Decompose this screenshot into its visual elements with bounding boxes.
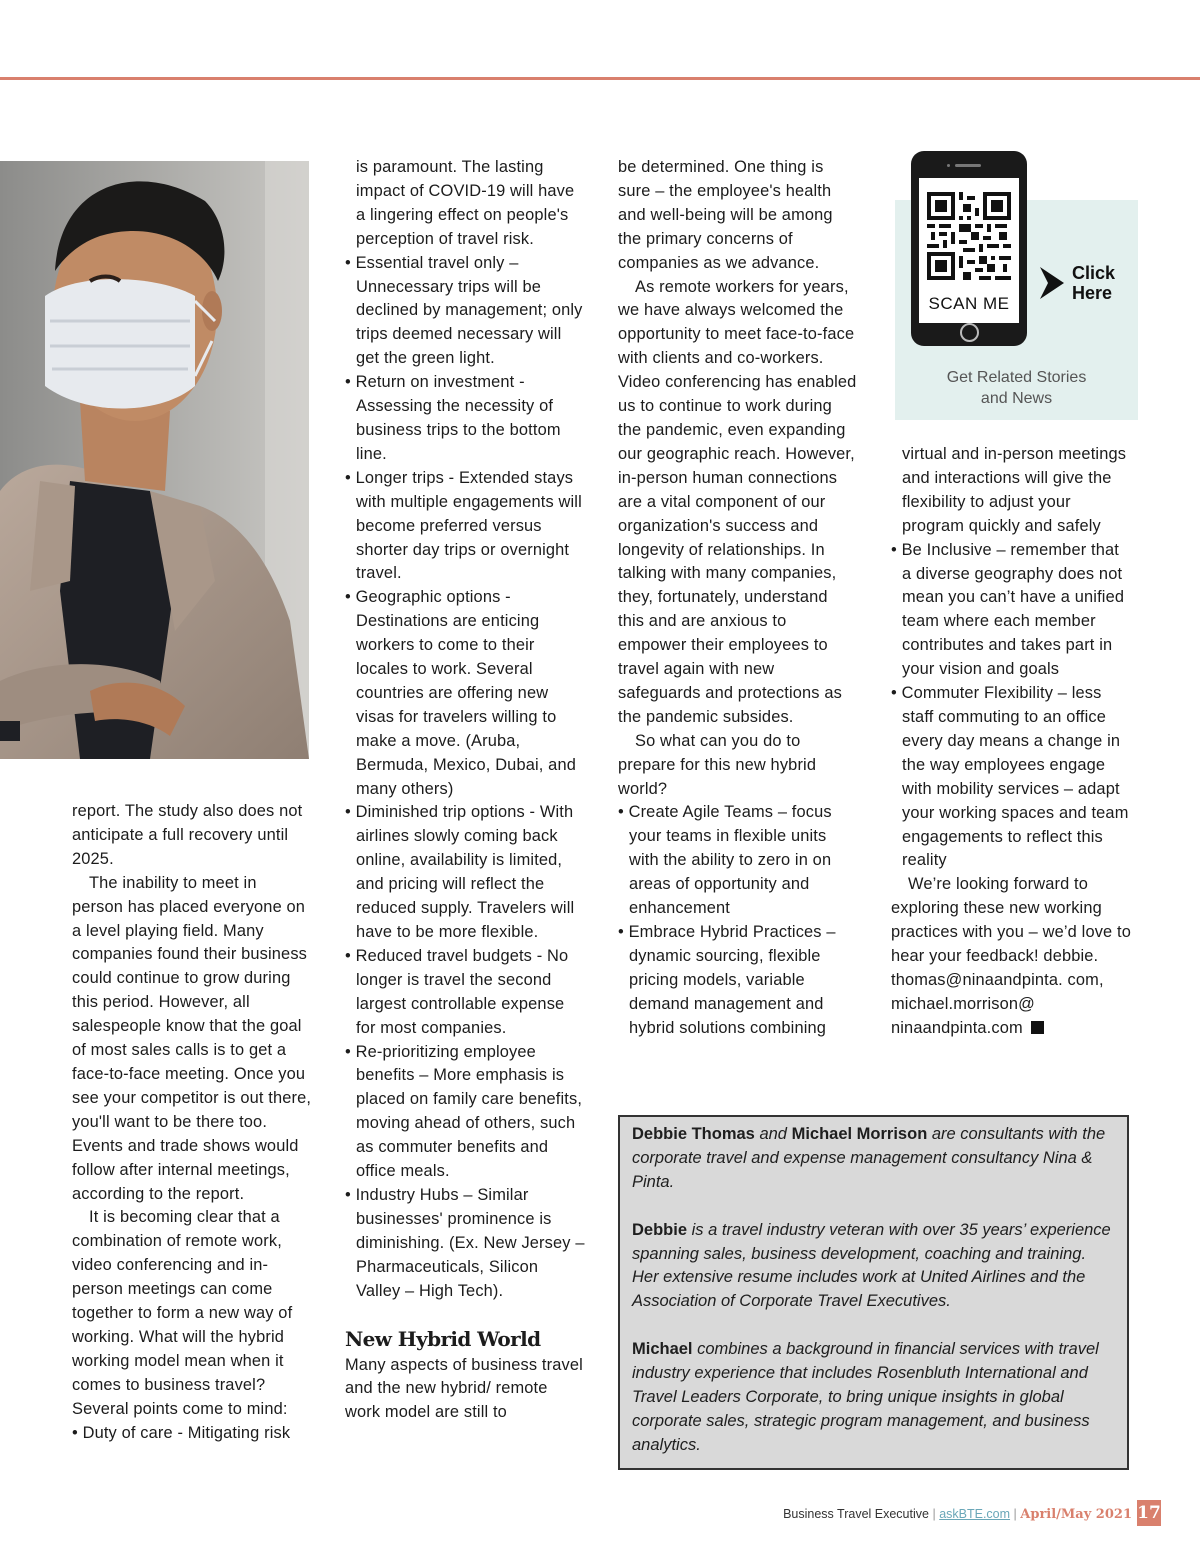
arrow-right-icon bbox=[1038, 265, 1066, 301]
bullet-item: • Duty of care - Mitigating risk bbox=[72, 1423, 291, 1442]
bullet-item: • Longer trips - Extended stays with multiple engagements will become preferred versus shorter day trips or overnight travel. bbox=[345, 468, 582, 583]
masked-businessman-photo bbox=[0, 161, 309, 759]
bio-intro-text: are consultants with the corporate travel and expense management consultancy Nina & Pinta. bbox=[632, 1125, 1106, 1191]
page-number: 17 bbox=[1137, 1500, 1161, 1526]
related-line-2: and News bbox=[980, 390, 1053, 407]
footer-separator: | bbox=[932, 1507, 936, 1521]
bio-intro bbox=[632, 1123, 1115, 1195]
paragraph: So what can you do to prepare for this new hybrid world? bbox=[618, 731, 817, 798]
author-first-name: Debbie bbox=[632, 1220, 688, 1239]
related-line-1: Get Related Stories bbox=[946, 369, 1087, 386]
article-column-1 bbox=[72, 800, 312, 1445]
phone-qr-graphic[interactable] bbox=[911, 151, 1027, 346]
article-column-3 bbox=[618, 156, 858, 1041]
bio-debbie bbox=[632, 1219, 1115, 1315]
bio-michael-text: combines a background in financial services with travel industry experience that includes Rosenbluth International and Travel Leaders Corporate, to bring unique insights in global corporate sales, strategic program management, and business analytics. bbox=[632, 1340, 1099, 1454]
footer-separator: | bbox=[1013, 1507, 1017, 1521]
bullet-item: • Reduced travel budgets - No longer is travel the second largest controllable expense for most companies. bbox=[345, 946, 569, 1037]
scan-me-label: SCAN ME bbox=[928, 294, 1010, 313]
paragraph: be determined. One thing is sure – the employee's health and well-being will be among the primary concerns of companies as we advance. bbox=[618, 158, 833, 272]
phone-camera bbox=[947, 164, 950, 167]
bullet-item: • Geographic options - Destinations are enticing workers to come to their locales to work. Several countries are offering new visas for travelers willing to make a move. (Aruba, Bermuda, Mexico, Dubai, and many others) bbox=[345, 588, 576, 798]
paragraph: It is becoming clear that a combination of remote work, video conferencing and in-person meetings can come together to form a new way of working. What will the hybrid working model mean when it comes to business travel? Several points come to mind: bbox=[72, 1208, 293, 1418]
end-mark-icon bbox=[1031, 1021, 1044, 1034]
phone-home-button bbox=[960, 323, 979, 342]
bullet-item: • Industry Hubs – Similar businesses' prominence is diminishing. (Ex. New Jersey – Pharmaceuticals, Silicon Valley – High Tech). bbox=[345, 1185, 585, 1300]
article-column-2 bbox=[345, 156, 585, 1425]
click-label: Click bbox=[1072, 263, 1116, 283]
bio-michael bbox=[632, 1338, 1115, 1458]
bullet-item: • Commuter Flexibility – less staff commuting to an office every day means a change in the way employees engage with mobility services – adapt your working spaces and team engagements to reflect this reality bbox=[891, 684, 1129, 870]
bullet-continuation: virtual and in-person meetings and interactions will give the flexibility to adjust your program quickly and safely bbox=[902, 445, 1127, 535]
paragraph: Many aspects of business travel and the new hybrid/ remote work model are still to bbox=[345, 1355, 583, 1422]
phone-speaker bbox=[955, 164, 981, 167]
bullet-item: • Diminished trip options - With airlines slowly coming back online, availability is limited, and pricing will reflect the reduced supply. Travelers will have to be more flexible. bbox=[345, 803, 575, 941]
related-stories-caption bbox=[895, 367, 1138, 409]
click-here-link[interactable] bbox=[1072, 263, 1115, 303]
bio-debbie-text: is a travel industry veteran with over 35 years’ experience spanning sales, business development, coaching and training. Her extensive resume includes work at United Airlines and the Association of Corporate Travel Executives. bbox=[632, 1220, 1111, 1311]
bullet-item: • Create Agile Teams – focus your teams in flexible units with the ability to zero in on areas of opportunity and enhancement bbox=[618, 803, 832, 918]
paragraph: As remote workers for years, we have always welcomed the opportunity to meet face-to-face with clients and co-workers. Video conferencing has enabled us to continue to work during the pandemic, even expanding our geographic reach. However, in-person human connections are a vital component of our organization's success and longevity of relationships. In talking with many companies, they, fortunately, understand this and are anxious to empower their employees to travel again with new safeguards and protections as the pandemic subsides. bbox=[618, 277, 857, 726]
closing-text: We’re looking forward to exploring these new working practices with you – we’d love to hear your feedback! debbie. thomas@ninaandpinta. com, michael.morrison@ ninaandpinta.com bbox=[891, 875, 1131, 1037]
website-link[interactable]: askBTE.com bbox=[939, 1507, 1011, 1521]
author-first-name: Michael bbox=[632, 1340, 693, 1359]
publication-name: Business Travel Executive bbox=[783, 1507, 929, 1521]
paragraph: report. The study also does not anticipate a full recovery until 2025. bbox=[72, 802, 303, 868]
header-rule bbox=[0, 77, 1200, 80]
author-bio-box bbox=[618, 1115, 1129, 1470]
bullet-item: • Re-prioritizing employee benefits – More emphasis is placed on family care benefits, moving ahead of others, such as commuter benefits and office meals. bbox=[345, 1042, 583, 1181]
bullet-item: • Essential travel only – Unnecessary trips will be declined by management; only trips deemed necessary will get the green light. bbox=[345, 253, 583, 368]
bullet-continuation: is paramount. The lasting impact of COVID-19 will have a lingering effect on people's perception of travel risk. bbox=[356, 158, 575, 248]
phone-screen bbox=[919, 178, 1019, 323]
issue-date: April/May 2021 bbox=[1020, 1507, 1132, 1522]
qr-code-icon[interactable] bbox=[927, 192, 1011, 280]
paragraph: The inability to meet in person has placed everyone on a level playing field. Many companies found their business could continue to grow during this period. However, all salespeople know that the goal of most sales calls is to get a face-to-face meeting. Once you see your competitor is out there, you'll want to be there too. Events and trade shows would follow after internal meetings, according to the report. bbox=[72, 873, 312, 1203]
here-label: Here bbox=[1072, 283, 1113, 303]
author-name: Michael Morrison bbox=[791, 1125, 928, 1143]
bio-and: and bbox=[759, 1125, 787, 1143]
bullet-item: • Be Inclusive – remember that a diverse geography does not mean you can’t have a unified team where each member contributes and takes part in your vision and goals bbox=[891, 540, 1125, 679]
bullet-item: • Embrace Hybrid Practices – dynamic sourcing, flexible pricing models, variable demand management and hybrid solutions combining bbox=[618, 923, 836, 1037]
article-column-4 bbox=[891, 443, 1131, 1041]
closing-paragraph bbox=[891, 873, 1131, 1040]
author-name: Debbie Thomas bbox=[632, 1125, 755, 1143]
section-subheading: New Hybrid World bbox=[345, 1326, 541, 1351]
page-footer bbox=[783, 1502, 1132, 1527]
bullet-item: • Return on investment - Assessing the necessity of business trips to the bottom line. bbox=[345, 373, 561, 463]
